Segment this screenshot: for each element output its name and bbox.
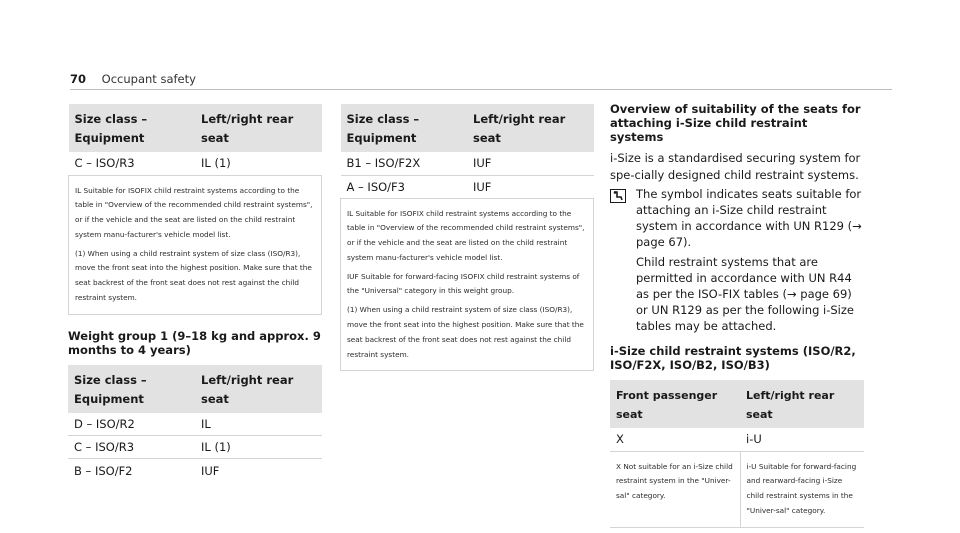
table-note: IUF Suitable for forward-facing ISOFIX child restraint systems of the "Universal" category in this weight group. [347,271,580,296]
i-size-symbol-icon [610,188,626,202]
note-paragraph: The symbol indicates seats suitable for attaching an i-Size child restraint system in accordance with UN R129 (→ page 67). [636,187,862,249]
table-cell: IUF [473,156,492,171]
table-row [341,152,594,175]
table-header-size-class: Size class – Equipment [69,104,196,152]
table-cell: C – ISO/R3 [74,156,135,171]
i-size-note [610,186,864,334]
weight-group-heading: Weight group 1 (9–18 kg and approx. 9 months to 4 years) [68,328,321,357]
table-note: (1) When using a child restraint system of size class (ISO/R3), move the front seat into the highest position. Make sure that the seat backrest of the front seat does not rest against the child restraint system. [347,305,584,359]
table-cell: X [616,432,624,447]
table-note: i-U Suitable for forward-facing and rearward-facing i-Size child restraint systems in the "Univer-sal" category. [740,451,864,527]
section-heading: i-Size child restraint systems (ISO/R2, ISO/F2X, ISO/B2, ISO/B3) [610,344,856,372]
table-note: IL Suitable for ISOFIX child restraint systems according to the table in "Overview of the recommended child restraint systems", or if the vehicle and the seat are listed on the child restraint system manu-facturer's vehicle model list. [347,208,585,262]
table-note: IL Suitable for ISOFIX child restraint systems according to the table in "Overview of the recommended child restraint systems", or if the vehicle and the seat are listed on the child restraint system manu-facturer's vehicle model list. [75,185,313,239]
table-row [68,413,322,436]
table-cell: D – ISO/R2 [74,417,135,432]
table-cell: IL (1) [201,156,231,171]
column-1 [68,104,322,482]
table-row [610,428,864,451]
isofix-table-continued [340,104,594,371]
page-header [70,72,196,86]
table-header-rear-seat: Left/right rear seat [740,380,864,428]
section-title: Occupant safety [101,72,196,86]
table-cell: i-U [746,432,762,447]
table-cell: IL (1) [195,436,322,459]
table-cell: B1 – ISO/F2X [346,156,421,171]
column-2 [340,104,594,371]
isofix-table-group0 [68,104,322,315]
table-notes-row [341,198,594,371]
note-paragraph: Child restraint systems that are permitted in accordance with UN R44 as per the ISO-FIX tables (→ page 69) or UN R129 as per the following i-Size tables may be attached. [636,255,854,333]
header-divider [70,89,892,90]
table-notes-row [69,175,322,314]
table-cell: C – ISO/R3 [68,436,195,459]
intro-text: i-Size is a standardised securing system for spe-cially designed child restraint systems. [610,151,861,182]
table-header-rear-seat: Left/right rear seat [467,104,594,152]
table-cell: A – ISO/F3 [341,175,468,198]
table-cell: IUF [467,175,594,198]
isofix-table-group1 [68,365,322,482]
table-cell: B – ISO/F2 [68,459,195,482]
page-number: 70 [70,72,87,86]
table-header-size-class: Size class – Equipment [68,365,195,413]
i-size-table [610,380,864,528]
column-3 [610,102,864,528]
table-cell: IL [201,417,211,432]
table-row [69,152,322,175]
table-row [68,459,322,482]
table-row [341,175,594,198]
table-header-size-class: Size class – Equipment [341,104,468,152]
table-cell: IUF [195,459,322,482]
table-header-rear-seat: Left/right rear seat [195,104,322,152]
table-header-front-seat: Front passenger seat [610,380,740,428]
section-heading: Overview of suitability of the seats for attaching i-Size child restraint systems [610,102,861,144]
table-row [68,436,322,459]
table-note: (1) When using a child restraint system of size class (ISO/R3), move the front seat into the highest position. Make sure that the seat backrest of the front seat does not rest against the child restraint system. [75,248,312,303]
table-header-rear-seat: Left/right rear seat [195,365,322,413]
table-notes-row [610,451,864,527]
table-note: X Not suitable for an i-Size child restraint system in the "Univer-sal" category. [610,451,740,527]
